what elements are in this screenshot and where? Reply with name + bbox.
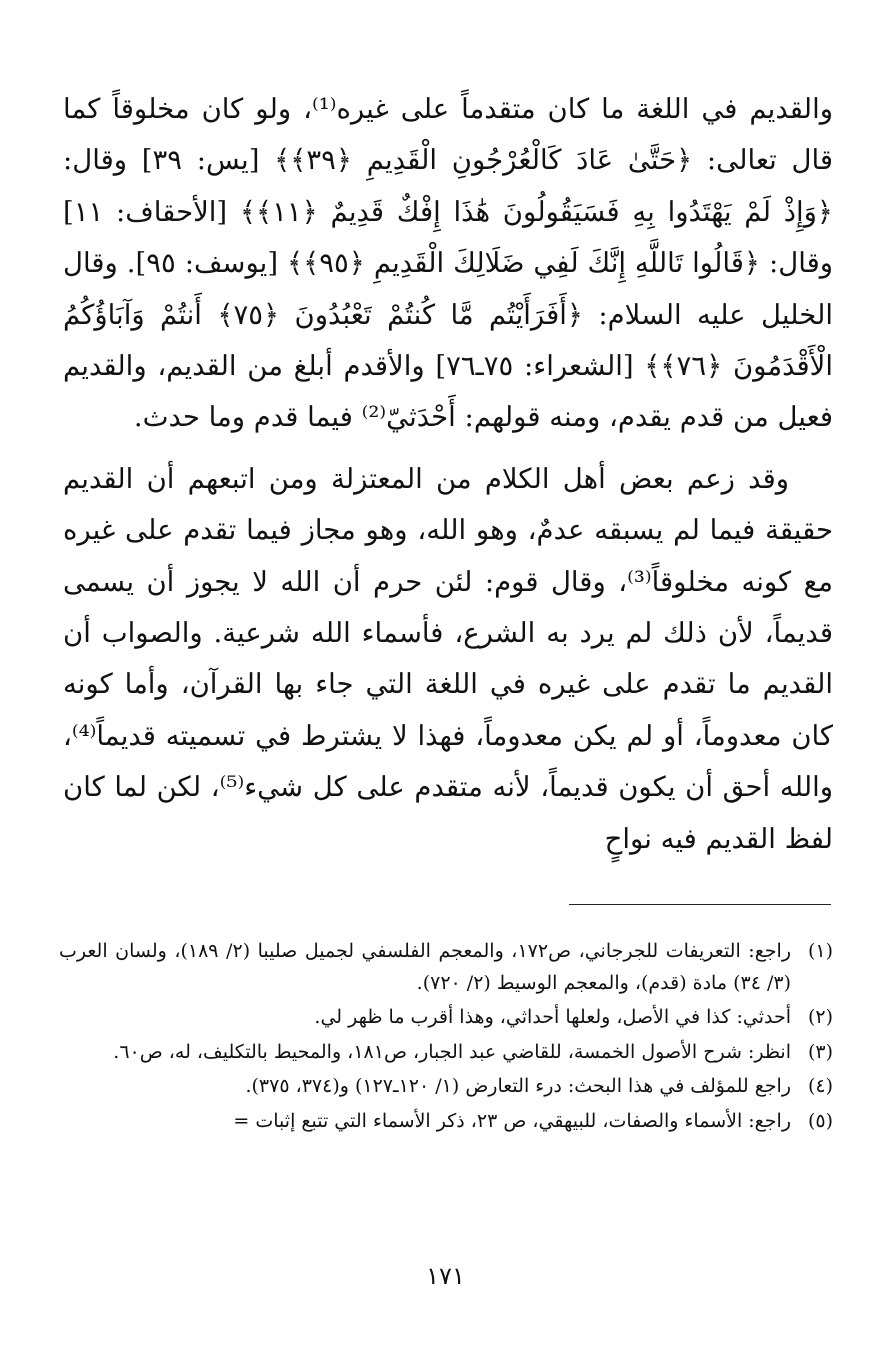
footnote-number: (٤) xyxy=(807,1075,833,1097)
footnote-text: انظر: شرح الأصول الخمسة، للقاضي عبد الجبار، ص١٨١، والمحيط بالتكليف، له، ص٦٠. xyxy=(113,1040,791,1063)
main-text xyxy=(63,84,833,865)
footnote-number: (١) xyxy=(807,940,833,962)
footnote-text: أحدثي: كذا في الأصل، ولعلها أحداثي، وهذا أقرب ما ظهر لي. xyxy=(314,1006,791,1028)
footnote xyxy=(59,1002,833,1034)
footnote-number: (٣) xyxy=(807,1040,833,1063)
footnote xyxy=(59,936,833,999)
paragraph: والقديم في اللغة ما كان متقدماً على غيره⁽¹⁾، ولو كان مخلوقاً كما قال تعالى: ﴿حَتَّىٰ عَادَ كَالْعُرْجُونِ الْقَدِيمِ ﴿٣٩﴾﴾ [يس: ٣٩] وقال: ﴿وَإِذْ لَمْ يَهْتَدُوا بِهِ فَسَيَقُولُونَ هَٰذَا إِفْكٌ قَدِيمٌ ﴿١١﴾﴾ [الأحقاف: ١١] وقال: ﴿قَالُوا تَاللَّهِ إِنَّكَ لَفِي ضَلَالِكَ الْقَدِيمِ ﴿٩٥﴾﴾ [يوسف: ٩٥]. وقال الخليل عليه السلام: ﴿أَفَرَأَيْتُم مَّا كُنتُمْ تَعْبُدُونَ ﴿٧٥﴾ أَنتُمْ وَآبَاؤُكُمُ الْأَقْدَمُونَ ﴿٧٦﴾﴾ [الشعراء: ٧٥ـ٧٦] والأقدم أبلغ من القديم، والقديم فعيل من قدم يقدم، ومنه قولهم: أَحْدَثيّ⁽²⁾ فيما قدم وما حدث. xyxy=(63,93,834,434)
footnote-text: راجع للمؤلف في هذا البحث: درء التعارض (١/ ١٢٠ـ١٢٧) و(٣٧٤، ٣٧٥). xyxy=(245,1075,791,1097)
paragraph: وقد زعم بعض أهل الكلام من المعتزلة ومن اتبعهم أن القديم حقيقة فيما لم يسبقه عدمٌ، وهو الله، وهو مجاز فيما تقدم على غيره مع كونه مخلوقاً⁽³⁾، وقال قوم: لئن حرم أن الله لا يجوز أن يسمى قديماً، لأن ذلك لم يرد به الشرع، فأسماء الله شرعية. والصواب أن القديم ما تقدم على غيره في اللغة التي جاء بها القرآن، وأما كونه كان معدوماً، أو لم يكن معدوماً، فهذا لا يشترط في تسميته قديماً⁽⁴⁾، والله أحق أن يكون قديماً، لأنه متقدم على كل شيء⁽⁵⁾، لكن لما كان لفظ القديم فيه نواحٍ xyxy=(63,462,833,855)
footnote-number: (٢) xyxy=(807,1006,833,1028)
footnote-separator xyxy=(569,904,831,905)
footnote-text: راجع: التعريفات للجرجاني، ص١٧٢، والمعجم الفلسفي لجميل صليبا (٢/ ١٨٩)، ولسان العرب (٣/ ٣٤) مادة (قدم)، والمعجم الوسيط (٢/ ٧٢٠). xyxy=(59,940,792,994)
footnotes xyxy=(59,936,833,1140)
page-number: ١٧١ xyxy=(426,1262,465,1290)
footnote xyxy=(59,1106,833,1138)
footnote xyxy=(59,1071,833,1103)
footnote-number: (٥) xyxy=(807,1109,833,1132)
footnote xyxy=(59,1037,833,1069)
footnote-text: راجع: الأسماء والصفات، للبيهقي، ص ٢٣، ذكر الأسماء التي تتبع إثبات = xyxy=(233,1109,791,1132)
